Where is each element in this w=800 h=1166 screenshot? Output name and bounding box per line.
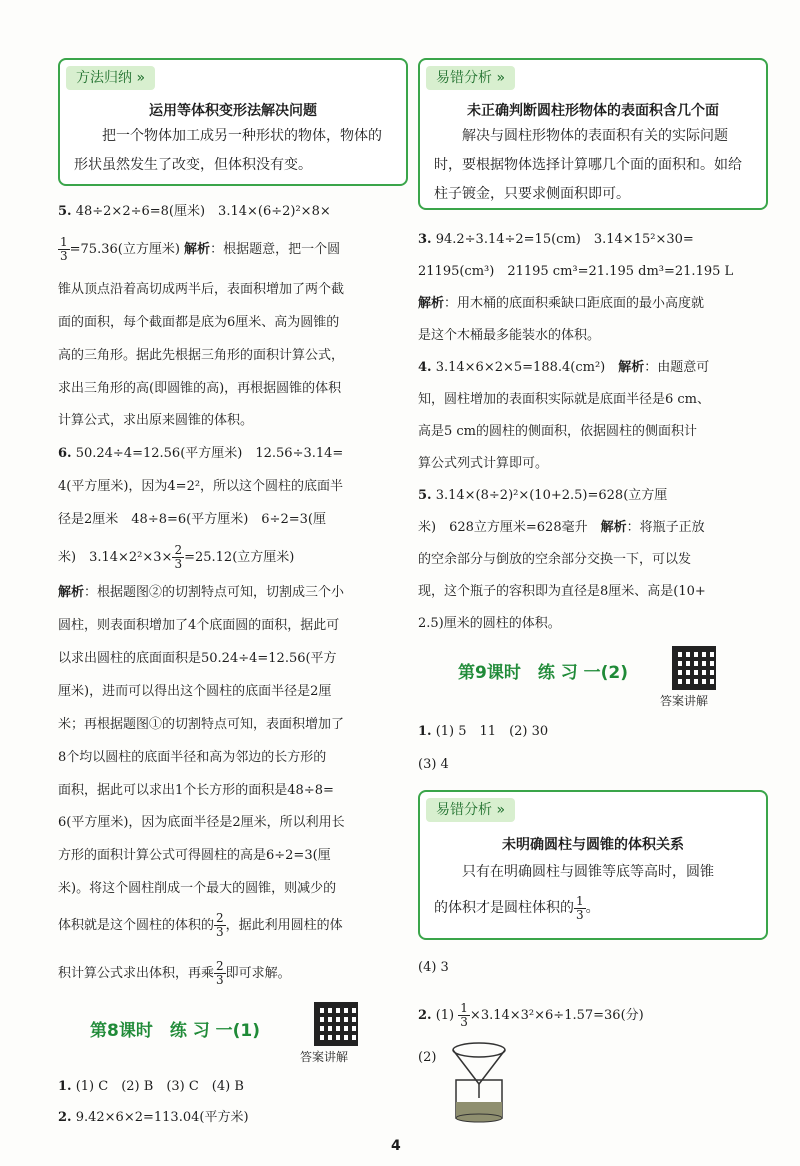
q5r-line3: 的空余部分与倒放的空余部分交换一下，可以发 <box>418 552 692 567</box>
q3-line2: 21195(cm³) 21195 cm³=21.195 dm³=21.195 L <box>418 264 734 279</box>
analysis-line9: 方形的面积计算公式可得圆柱的高是6÷2=3(厘 <box>58 848 331 863</box>
lesson9-q1-part3: (3) 4 <box>418 757 449 772</box>
q5-line3: 锥从顶点沿着高切成两半后，表面积增加了两个截 <box>58 282 345 297</box>
q5-line4: 面的面积，每个截面都是底为6厘米、高为圆锥的 <box>58 315 340 330</box>
analysis-label: 解析 <box>184 242 211 257</box>
analysis-line5: 米；再根据题图①的切割特点可知，表面积增加了 <box>58 717 345 732</box>
error-analysis-box-2 <box>418 790 768 940</box>
q5-line6: 求出三角形的高(即圆锥的高)，再根据圆锥的体积 <box>58 381 342 396</box>
lesson9-q1-part4: (4) 3 <box>418 960 449 975</box>
answer-explanation-link[interactable]: 答案讲解 <box>300 1050 349 1064</box>
error-analysis-tag: 易错分析 » <box>426 66 515 90</box>
q5r-line1: 5. 3.14×(8÷2)²×(10+2.5)=628(立方厘 <box>418 488 668 503</box>
error-analysis-tag: 易错分析 » <box>426 798 515 822</box>
q6-line4: 米) 3.14×2²×3× $\frac{2}{3}$ =25.12(立方厘米) <box>58 543 295 571</box>
lesson8-q2: 2. 9.42×6×2=113.04(平方米) <box>58 1110 249 1125</box>
qr-code-icon[interactable] <box>314 1002 358 1046</box>
fraction: $\frac{2}{3}$ <box>216 959 224 987</box>
lesson9-q2-line1: 2. (1) $\frac{1}{3}$ ×3.14×3²×6÷1.57=36(分) <box>418 1001 644 1029</box>
error-analysis-body-line2: 的体积才是圆柱体积的 $\frac{1}{3}$ 。 <box>434 893 600 922</box>
lesson8-title: 第8课时 练 习 一(1) <box>90 1021 261 1041</box>
answer-explanation-link[interactable]: 答案讲解 <box>660 694 709 708</box>
method-summary-tag: 方法归纳 » <box>66 66 155 90</box>
analysis-line2: 圆柱，则表面积增加了4个底面圆的面积，据此可 <box>58 618 340 633</box>
error-analysis-body: 解决与圆柱形物体的表面积有关的实际问题时，要根据物体选择计算哪几个面的面积和。如给柱子镀金，只要求侧面积即可。 <box>434 128 742 202</box>
fraction: $\frac{2}{3}$ <box>174 543 183 571</box>
analysis-line10: 米)。将这个圆柱削成一个最大的圆锥，则减少的 <box>58 881 337 896</box>
analysis-line7: 面积，据此可以求出1个长方形的面积是48÷8= <box>58 783 334 798</box>
method-summary-title: 运用等体积变形法解决问题 <box>149 103 317 119</box>
q3-line1: 3. 94.2÷3.14÷2=15(cm) 3.14×15²×30= <box>418 232 694 247</box>
q5-line5: 高的三角形。据此先根据三角形的面积计算公式， <box>58 348 345 363</box>
lesson9-title: 第9课时 练 习 一(2) <box>458 663 629 683</box>
fraction: $\frac{1}{3}$ <box>460 1001 468 1029</box>
q4-line1: 4. 3.14×6×2×5=188.4(cm²) 解析：由题意可 <box>418 360 710 375</box>
q5-line2: $\frac{1}{3}$ =75.36(立方厘米) 解析：根据题意，把一个圆 <box>60 235 341 263</box>
q6-line2: 4(平方厘米)，因为4=2²，所以这个圆柱的底面半 <box>58 479 344 494</box>
lesson9-q1: 1. (1) 5 11 (2) 30 <box>418 724 549 739</box>
q5r-line5: 2.5)厘米的圆柱的体积。 <box>418 616 561 631</box>
q3-line3: 解析：用木桶的底面积乘缺口距底面的最小高度就 <box>418 296 705 311</box>
error-analysis-box-1 <box>418 58 768 210</box>
method-summary-body: 把一个物体加工成另一种形状的物体，物体的形状虽然发生了改变，但体积没有变。 <box>74 128 382 173</box>
lesson8-q1: 1. (1) C (2) B (3) C (4) B <box>58 1079 244 1094</box>
error-analysis-title: 未明确圆柱与圆锥的体积关系 <box>502 837 684 853</box>
error-analysis-body-line1: 只有在明确圆柱与圆锥等底等高时，圆锥 <box>462 864 714 880</box>
q6-line1: 6. 50.24÷4=12.56(平方厘米) 12.56÷3.14= <box>58 446 344 461</box>
q3-line4: 是这个木桶最多能装水的体积。 <box>418 328 601 343</box>
q5-line7: 计算公式，求出原来圆锥的体积。 <box>58 413 254 428</box>
method-summary-box <box>58 58 408 186</box>
analysis-line11: 体积就是这个圆柱的体积的 $\frac{2}{3}$ ，据此利用圆柱的体 <box>58 911 343 939</box>
lesson9-q2-line2: (2) <box>418 1050 437 1065</box>
q4-line4: 算公式列式计算即可。 <box>418 456 549 471</box>
q5-line1: 5. 48÷2×2÷6=8(厘米) 3.14×(6÷2)²×8× <box>58 204 331 219</box>
fraction: $\frac{1}{3}$ <box>60 235 68 263</box>
analysis-line6: 8个均以圆柱的底面半径和高为邻边的长方形的 <box>58 750 327 765</box>
q6-line3: 径是2厘米 48÷8=6(平方厘米) 6÷2=3(厘 <box>58 512 326 527</box>
cone-in-cylinder-figure <box>444 1040 514 1124</box>
q5r-line4: 现，这个瓶子的容积即为直径是8厘米、高是(10+ <box>418 584 706 599</box>
analysis-line1: 解析：根据题图②的切割特点可知，切割成三个小 <box>58 585 345 600</box>
analysis-line8: 6(平方厘米)，因为底面半径是2厘米，所以利用长 <box>58 815 345 830</box>
fraction: $\frac{1}{3}$ <box>576 893 584 922</box>
analysis-line12: 积计算公式求出体积，再乘 $\frac{2}{3}$ 即可求解。 <box>58 959 291 987</box>
q4-line3: 高是5 cm的圆柱的侧面积，依据圆柱的侧面积计 <box>418 424 698 439</box>
page-number: 4 <box>391 1138 401 1154</box>
qr-code-icon[interactable] <box>672 646 716 690</box>
fraction: $\frac{2}{3}$ <box>216 911 224 939</box>
analysis-line4: 厘米)，进而可以得出这个圆柱的底面半径是2厘 <box>58 684 332 699</box>
error-analysis-title: 未正确判断圆柱形物体的表面积含几个面 <box>467 103 719 119</box>
q5r-line2: 米) 628立方厘米=628毫升 解析：将瓶子正放 <box>418 520 705 535</box>
analysis-line3: 以求出圆柱的底面面积是50.24÷4=12.56(平方 <box>58 651 337 666</box>
q4-line2: 知，圆柱增加的表面积实际就是底面半径是6 cm、 <box>418 392 711 407</box>
